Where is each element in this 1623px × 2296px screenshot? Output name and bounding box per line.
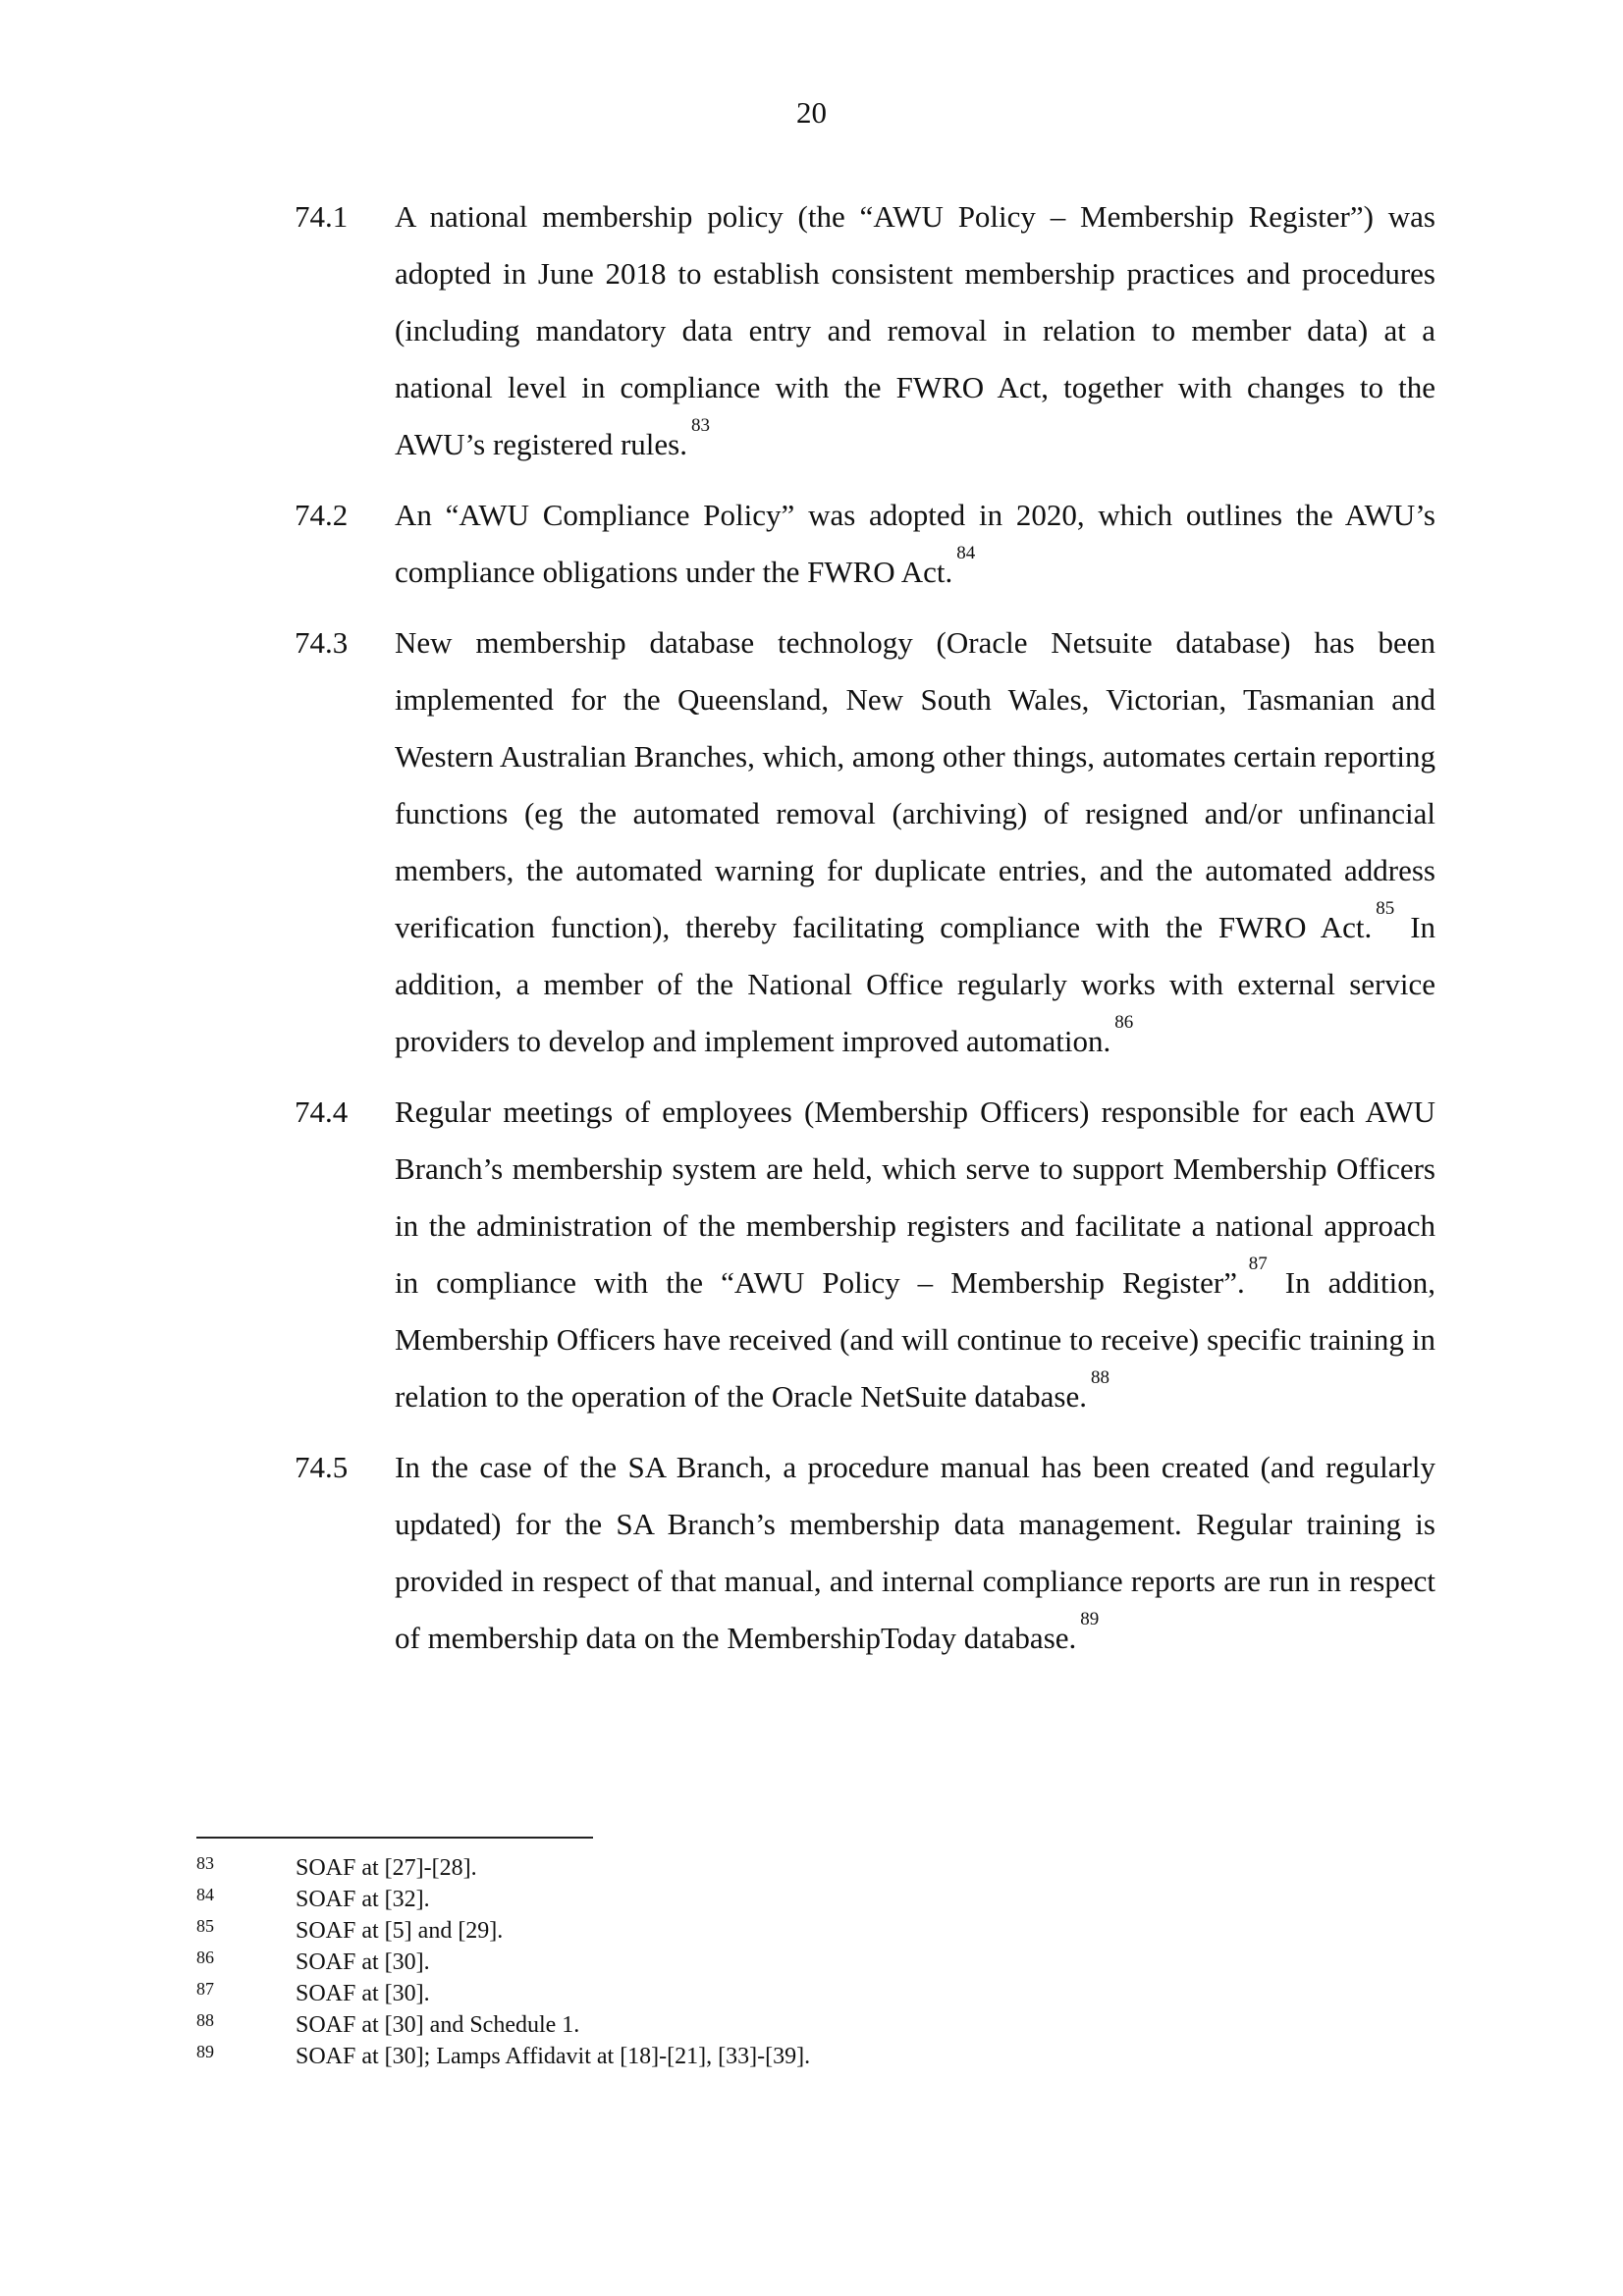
paragraph-number: 74.2 bbox=[295, 498, 349, 532]
paragraph-74-5 bbox=[0, 1439, 1623, 1667]
paragraph-text-run: An “AWU Compliance Policy” was adopted in 2020, which outlines the AWU’s compliance obligations under the FWRO Act. bbox=[395, 498, 1435, 589]
body-paragraphs bbox=[0, 188, 1623, 1681]
paragraph-text bbox=[395, 1084, 1435, 1425]
footnote-reference[interactable]: 89 bbox=[1080, 1608, 1100, 1629]
footnote-number: 86 bbox=[196, 1948, 214, 1967]
footnote-84 bbox=[0, 1884, 1623, 1915]
footnote-reference[interactable]: 86 bbox=[1114, 1011, 1134, 1033]
footnote-number: 89 bbox=[196, 2042, 214, 2061]
paragraph-text bbox=[395, 614, 1435, 1070]
footnote-number: 85 bbox=[196, 1916, 214, 1936]
paragraph-text bbox=[395, 1439, 1435, 1667]
footnote-reference[interactable]: 85 bbox=[1376, 897, 1395, 919]
footnote-text: SOAF at [30] and Schedule 1. bbox=[296, 2012, 580, 2038]
paragraph-number: 74.4 bbox=[295, 1095, 349, 1129]
paragraph-74-1 bbox=[0, 188, 1623, 473]
paragraph-text bbox=[395, 487, 1435, 601]
paragraph-74-3 bbox=[0, 614, 1623, 1070]
footnote-separator bbox=[196, 1837, 593, 1839]
paragraph-74-4 bbox=[0, 1084, 1623, 1425]
paragraph-text-run: Regular meetings of employees (Membership Officers) responsible for each AWU Branch’s membership system are held, which serve to support Membership Officers in the administration of the membership registers and facilitate a national approach in compliance with the “AWU Policy – Membership Register”. bbox=[395, 1095, 1435, 1300]
paragraph-text-run: A national membership policy (the “AWU Policy – Membership Register”) was adopted in June 2018 to establish consistent membership practices and procedures (including mandatory data entry and removal in relation to member data) at a national level in compliance with the FWRO Act, together with changes to the AWU’s registered rules. bbox=[395, 199, 1435, 461]
footnote-text: SOAF at [27]-[28]. bbox=[296, 1855, 477, 1881]
footnotes bbox=[0, 1852, 1623, 2072]
footnote-85 bbox=[0, 1915, 1623, 1947]
footnote-reference[interactable]: 83 bbox=[690, 414, 710, 436]
paragraph-text-run: In addition, Membership Officers have received (and will continue to receive) specific training in relation to the operation of the Oracle NetSuite database. bbox=[395, 1265, 1435, 1414]
footnote-number: 87 bbox=[196, 1979, 214, 1999]
footnote-text: SOAF at [5] and [29]. bbox=[296, 1918, 504, 1944]
paragraph-number: 74.5 bbox=[295, 1450, 349, 1484]
footnote-89 bbox=[0, 2041, 1623, 2072]
footnote-number: 84 bbox=[196, 1885, 214, 1904]
footnote-text: SOAF at [30]. bbox=[296, 1949, 430, 1975]
paragraph-number: 74.3 bbox=[295, 625, 349, 660]
footnote-87 bbox=[0, 1978, 1623, 2009]
footnote-text: SOAF at [30]. bbox=[296, 1981, 430, 2006]
paragraph-number: 74.1 bbox=[295, 199, 349, 234]
footnote-reference[interactable]: 87 bbox=[1248, 1253, 1268, 1274]
footnote-86 bbox=[0, 1947, 1623, 1978]
paragraph-text bbox=[395, 188, 1435, 473]
page-number: 20 bbox=[796, 95, 827, 130]
paragraph-text-run: In addition, a member of the National Office regularly works with external service providers to develop and implement improved automation. bbox=[395, 910, 1436, 1058]
footnote-text: SOAF at [30]; Lamps Affidavit at [18]-[21], [33]-[39]. bbox=[296, 2044, 811, 2069]
footnote-88 bbox=[0, 2009, 1623, 2041]
paragraph-text-run: New membership database technology (Oracle Netsuite database) has been implemented for the Queensland, New South Wales, Victorian, Tasmanian and Western Australian Branches, which, among other things, automates certain reporting functions (eg the automated removal (archiving) of resigned and/or unfinancial members, the automated warning for duplicate entries, and the automated address verification function), thereby facilitating compliance with the FWRO Act. bbox=[395, 625, 1435, 944]
footnote-number: 83 bbox=[196, 1853, 214, 1873]
footnote-reference[interactable]: 84 bbox=[956, 542, 976, 563]
paragraph-74-2 bbox=[0, 487, 1623, 601]
footnote-reference[interactable]: 88 bbox=[1090, 1366, 1109, 1388]
footnote-text: SOAF at [32]. bbox=[296, 1887, 430, 1912]
paragraph-text-run: In the case of the SA Branch, a procedure manual has been created (and regularly updated) for the SA Branch’s membership data management. Regular training is provided in respect of that manual, and internal compliance reports are run in respect of membership data on the MembershipToday database. bbox=[395, 1450, 1435, 1655]
footnote-number: 88 bbox=[196, 2010, 214, 2030]
footnote-83 bbox=[0, 1852, 1623, 1884]
